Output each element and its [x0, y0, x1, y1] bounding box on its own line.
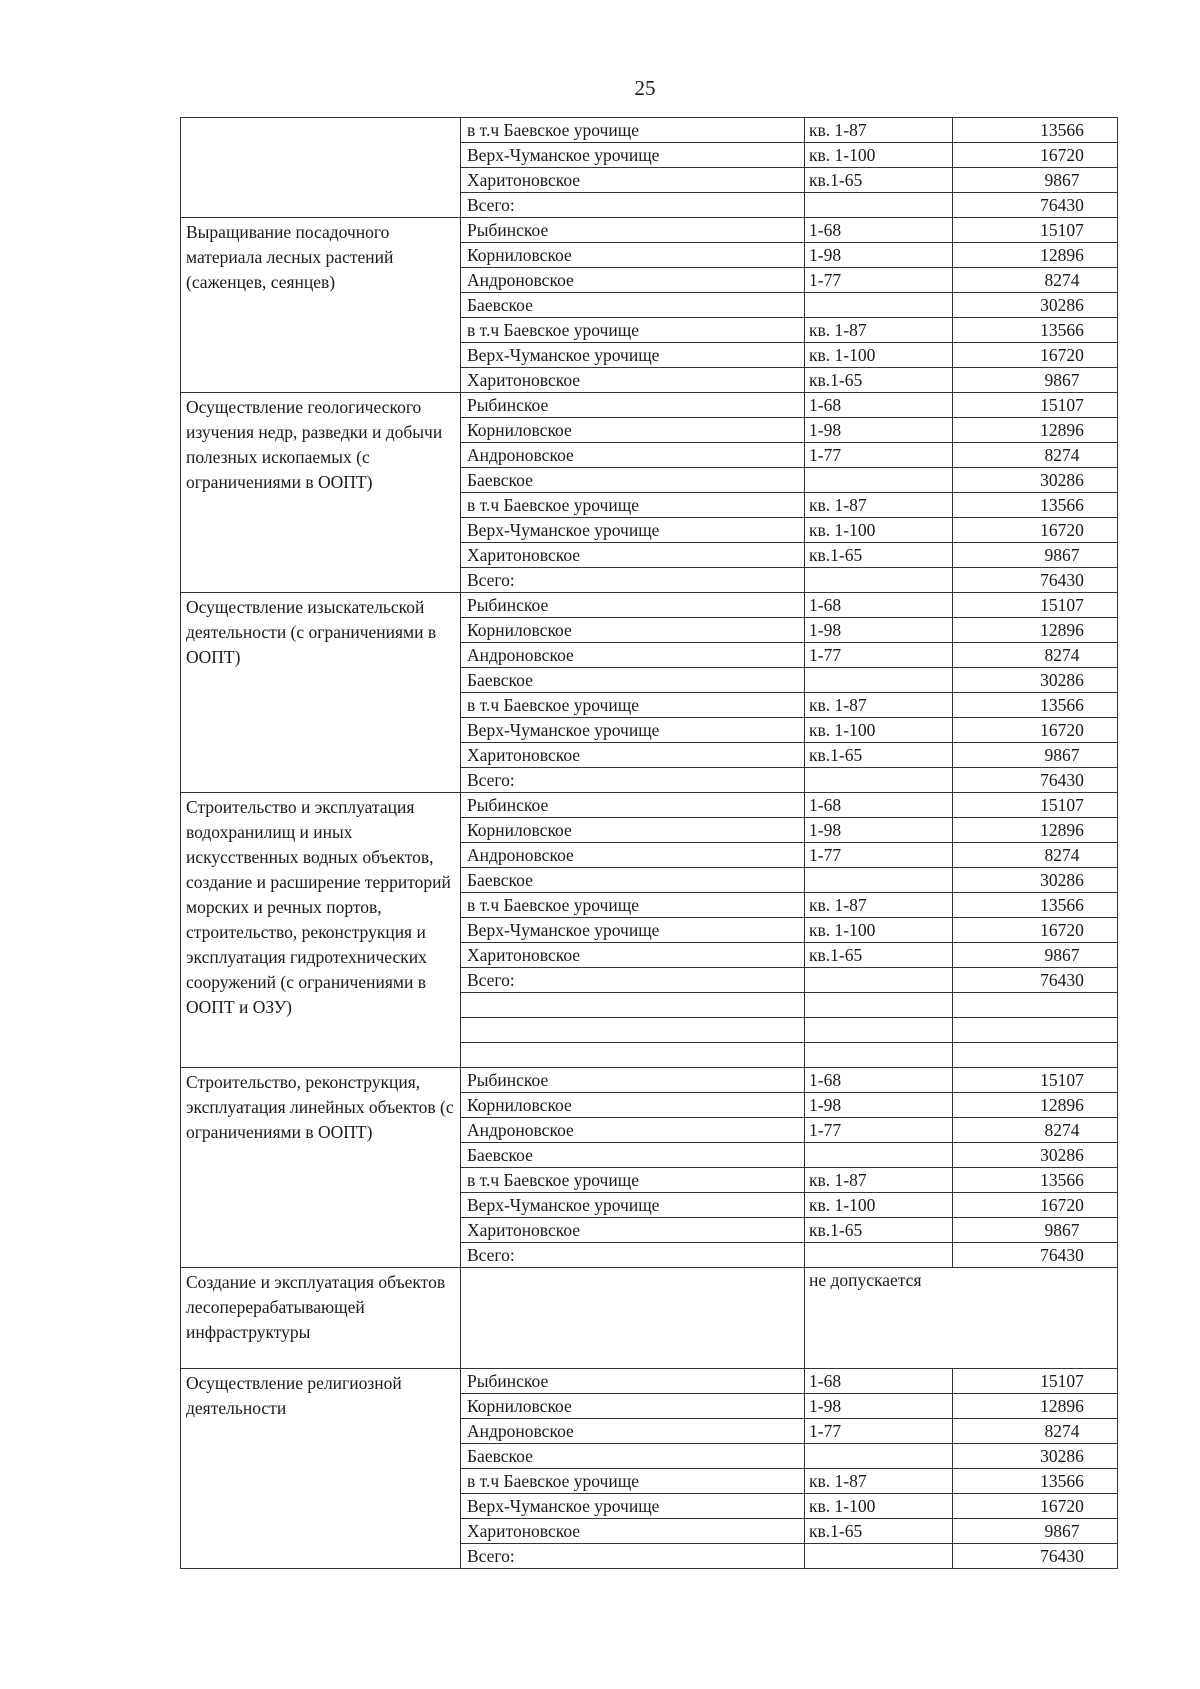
forestry-name-cell: Корниловское — [461, 1394, 805, 1419]
forestry-name-cell: Всего: — [461, 968, 805, 993]
area-cell: 15107 — [953, 793, 1118, 818]
activity-cell: Создание и эксплуатация объектов лесоперерабатывающей инфраструктуры — [181, 1268, 461, 1369]
forestry-name-cell: Верх-Чуманское урочище — [461, 343, 805, 368]
forestry-name-cell: Харитоновское — [461, 743, 805, 768]
block-range-cell: кв. 1-87 — [805, 318, 953, 343]
block-range-cell — [805, 1243, 953, 1268]
area-cell: 16720 — [953, 1193, 1118, 1218]
table-row — [181, 1369, 1118, 1394]
table-row — [181, 218, 1118, 243]
forestry-name-cell: Всего: — [461, 1544, 805, 1569]
page-number: 25 — [634, 76, 656, 100]
block-range-cell: 1-68 — [805, 1369, 953, 1394]
forestry-name-cell: Андроновское — [461, 443, 805, 468]
forestry-name-cell: Харитоновское — [461, 168, 805, 193]
forestry-name-cell: Харитоновское — [461, 1218, 805, 1243]
area-cell: 9867 — [953, 368, 1118, 393]
block-range-cell — [805, 1143, 953, 1168]
forestry-name-cell: Всего: — [461, 193, 805, 218]
area-cell: 15107 — [953, 593, 1118, 618]
forestry-name-cell: Андроновское — [461, 268, 805, 293]
block-range-cell — [805, 668, 953, 693]
block-range-cell: 1-98 — [805, 1394, 953, 1419]
block-range-cell: 1-68 — [805, 218, 953, 243]
forestry-name-cell: в т.ч Баевское урочище — [461, 1168, 805, 1193]
forestry-name-cell: в т.ч Баевское урочище — [461, 318, 805, 343]
block-range-cell — [805, 568, 953, 593]
forestry-name-cell: Рыбинское — [461, 393, 805, 418]
block-range-cell — [805, 993, 953, 1018]
block-range-cell: 1-77 — [805, 1118, 953, 1143]
area-cell: 12896 — [953, 418, 1118, 443]
block-range-cell: 1-98 — [805, 243, 953, 268]
block-range-cell: 1-77 — [805, 268, 953, 293]
table-row — [181, 393, 1118, 418]
table-row — [181, 593, 1118, 618]
forestry-name-cell: Харитоновское — [461, 368, 805, 393]
area-cell: 8274 — [953, 1118, 1118, 1143]
block-range-cell — [805, 193, 953, 218]
activity-cell: Осуществление геологического изучения недр, разведки и добычи полезных ископаемых (с ограничениями в ООПТ) — [181, 393, 461, 593]
block-range-cell: кв. 1-100 — [805, 343, 953, 368]
block-range-cell: 1-68 — [805, 793, 953, 818]
area-cell: 8274 — [953, 643, 1118, 668]
block-range-cell: 1-77 — [805, 643, 953, 668]
forestry-name-cell: Рыбинское — [461, 793, 805, 818]
forestry-name-cell — [461, 1043, 805, 1068]
block-range-cell: 1-77 — [805, 443, 953, 468]
forestry-name-cell: в т.ч Баевское урочище — [461, 118, 805, 143]
forestry-name-cell: Всего: — [461, 1243, 805, 1268]
block-range-cell: кв.1-65 — [805, 1218, 953, 1243]
area-cell: 76430 — [953, 768, 1118, 793]
block-range-cell — [805, 1544, 953, 1569]
area-cell: 9867 — [953, 168, 1118, 193]
forestry-name-cell: в т.ч Баевское урочище — [461, 493, 805, 518]
area-cell: 8274 — [953, 443, 1118, 468]
area-cell — [953, 1018, 1118, 1043]
forestry-name-cell: в т.ч Баевское урочище — [461, 693, 805, 718]
block-range-cell: кв. 1-87 — [805, 693, 953, 718]
area-cell — [953, 993, 1118, 1018]
block-range-cell: кв. 1-100 — [805, 918, 953, 943]
area-cell: 9867 — [953, 943, 1118, 968]
forestry-name-cell — [461, 993, 805, 1018]
forestry-name-cell: Баевское — [461, 1444, 805, 1469]
block-range-cell: кв. 1-100 — [805, 143, 953, 168]
block-range-cell: кв. 1-87 — [805, 1469, 953, 1494]
table-row — [181, 1268, 1118, 1369]
forestry-name-cell: Баевское — [461, 1143, 805, 1168]
area-cell: 30286 — [953, 1143, 1118, 1168]
activity-cell: Осуществление изыскательской деятельности (с ограничениями в ООПТ) — [181, 593, 461, 793]
area-cell: 13566 — [953, 118, 1118, 143]
block-range-cell — [805, 968, 953, 993]
block-range-cell: 1-68 — [805, 593, 953, 618]
activity-cell: Осуществление религиозной деятельности — [181, 1369, 461, 1569]
forestry-name-cell: в т.ч Баевское урочище — [461, 893, 805, 918]
area-cell: 15107 — [953, 1369, 1118, 1394]
forestry-cell — [461, 1268, 805, 1369]
block-range-cell: 1-98 — [805, 418, 953, 443]
area-cell: 8274 — [953, 1419, 1118, 1444]
block-range-cell: 1-77 — [805, 843, 953, 868]
forestry-name-cell: Верх-Чуманское урочище — [461, 718, 805, 743]
area-cell: 12896 — [953, 1394, 1118, 1419]
forestry-name-cell: Харитоновское — [461, 943, 805, 968]
forestry-name-cell: Баевское — [461, 668, 805, 693]
block-range-cell: кв. 1-100 — [805, 518, 953, 543]
block-range-cell: кв. 1-87 — [805, 118, 953, 143]
block-range-cell — [805, 468, 953, 493]
area-cell: 16720 — [953, 1494, 1118, 1519]
area-cell: 13566 — [953, 1469, 1118, 1494]
area-cell: 8274 — [953, 843, 1118, 868]
table-row — [181, 793, 1118, 818]
area-cell: 12896 — [953, 243, 1118, 268]
block-range-cell: кв.1-65 — [805, 543, 953, 568]
block-range-cell: кв. 1-87 — [805, 493, 953, 518]
area-cell: 13566 — [953, 693, 1118, 718]
forestry-name-cell: в т.ч Баевское урочище — [461, 1469, 805, 1494]
forest-use-table — [180, 117, 1118, 1569]
table-row — [181, 118, 1118, 143]
block-range-cell — [805, 1043, 953, 1068]
area-cell: 15107 — [953, 393, 1118, 418]
area-cell: 30286 — [953, 1444, 1118, 1469]
block-range-cell: 1-98 — [805, 618, 953, 643]
block-range-cell: 1-98 — [805, 1093, 953, 1118]
area-cell: 12896 — [953, 1093, 1118, 1118]
block-range-cell — [805, 293, 953, 318]
forestry-name-cell: Баевское — [461, 868, 805, 893]
forestry-name-cell: Рыбинское — [461, 1369, 805, 1394]
forestry-name-cell: Всего: — [461, 768, 805, 793]
block-range-cell: 1-98 — [805, 818, 953, 843]
area-cell: 76430 — [953, 1243, 1118, 1268]
forestry-name-cell: Рыбинское — [461, 1068, 805, 1093]
block-range-cell — [805, 868, 953, 893]
block-range-cell: кв.1-65 — [805, 943, 953, 968]
table-body — [181, 118, 1118, 1569]
block-range-cell: 1-68 — [805, 1068, 953, 1093]
block-range-cell — [805, 1018, 953, 1043]
block-range-cell: кв. 1-87 — [805, 893, 953, 918]
area-cell: 12896 — [953, 618, 1118, 643]
area-cell: 16720 — [953, 143, 1118, 168]
block-range-cell: кв. 1-87 — [805, 1168, 953, 1193]
area-cell: 9867 — [953, 743, 1118, 768]
forestry-name-cell: Корниловское — [461, 243, 805, 268]
area-cell: 9867 — [953, 543, 1118, 568]
note-cell: не допускается — [805, 1268, 1118, 1369]
forestry-name-cell: Баевское — [461, 468, 805, 493]
forestry-name-cell: Андроновское — [461, 1419, 805, 1444]
area-cell: 15107 — [953, 218, 1118, 243]
area-cell: 76430 — [953, 1544, 1118, 1569]
block-range-cell — [805, 768, 953, 793]
forestry-name-cell: Всего: — [461, 568, 805, 593]
area-cell: 8274 — [953, 268, 1118, 293]
forestry-name-cell: Верх-Чуманское урочище — [461, 518, 805, 543]
block-range-cell: кв. 1-100 — [805, 1193, 953, 1218]
forestry-name-cell: Баевское — [461, 293, 805, 318]
forestry-name-cell: Андроновское — [461, 643, 805, 668]
forestry-name-cell: Рыбинское — [461, 218, 805, 243]
area-cell: 9867 — [953, 1519, 1118, 1544]
block-range-cell: кв.1-65 — [805, 368, 953, 393]
forestry-name-cell: Андроновское — [461, 1118, 805, 1143]
block-range-cell: 1-77 — [805, 1419, 953, 1444]
area-cell: 15107 — [953, 1068, 1118, 1093]
area-cell: 13566 — [953, 318, 1118, 343]
forestry-name-cell: Корниловское — [461, 1093, 805, 1118]
area-cell: 16720 — [953, 718, 1118, 743]
forestry-name-cell: Андроновское — [461, 843, 805, 868]
forestry-name-cell: Харитоновское — [461, 1519, 805, 1544]
area-cell: 16720 — [953, 343, 1118, 368]
area-cell: 30286 — [953, 868, 1118, 893]
block-range-cell: кв.1-65 — [805, 743, 953, 768]
table-row — [181, 1068, 1118, 1093]
area-cell: 30286 — [953, 468, 1118, 493]
block-range-cell: кв. 1-100 — [805, 718, 953, 743]
activity-cell: Строительство, реконструкция, эксплуатация линейных объектов (с ограничениями в ООПТ) — [181, 1068, 461, 1268]
activity-cell: Строительство и эксплуатация водохранилищ и иных искусственных водных объектов, создание и расширение территорий морских и речных портов, строительство, реконструкция и эксплуатация гидротехнических сооружений (с ограничениями в ООПТ и ОЗУ) — [181, 793, 461, 1068]
block-range-cell: кв.1-65 — [805, 168, 953, 193]
area-cell: 76430 — [953, 568, 1118, 593]
area-cell: 13566 — [953, 893, 1118, 918]
forestry-name-cell — [461, 1018, 805, 1043]
area-cell: 13566 — [953, 493, 1118, 518]
area-cell — [953, 1043, 1118, 1068]
forestry-name-cell: Верх-Чуманское урочище — [461, 918, 805, 943]
area-cell: 76430 — [953, 193, 1118, 218]
activity-cell: Выращивание посадочного материала лесных растений (саженцев, сеянцев) — [181, 218, 461, 393]
forestry-name-cell: Верх-Чуманское урочище — [461, 1494, 805, 1519]
area-cell: 30286 — [953, 293, 1118, 318]
forestry-name-cell: Рыбинское — [461, 593, 805, 618]
forestry-name-cell: Корниловское — [461, 818, 805, 843]
block-range-cell — [805, 1444, 953, 1469]
area-cell: 76430 — [953, 968, 1118, 993]
block-range-cell: кв. 1-100 — [805, 1494, 953, 1519]
forestry-name-cell: Корниловское — [461, 418, 805, 443]
block-range-cell: 1-68 — [805, 393, 953, 418]
block-range-cell: кв.1-65 — [805, 1519, 953, 1544]
area-cell: 30286 — [953, 668, 1118, 693]
forestry-name-cell: Харитоновское — [461, 543, 805, 568]
forestry-name-cell: Верх-Чуманское урочище — [461, 1193, 805, 1218]
area-cell: 16720 — [953, 518, 1118, 543]
forestry-name-cell: Корниловское — [461, 618, 805, 643]
area-cell: 16720 — [953, 918, 1118, 943]
activity-cell — [181, 118, 461, 218]
area-cell: 9867 — [953, 1218, 1118, 1243]
forestry-name-cell: Верх-Чуманское урочище — [461, 143, 805, 168]
area-cell: 13566 — [953, 1168, 1118, 1193]
area-cell: 12896 — [953, 818, 1118, 843]
